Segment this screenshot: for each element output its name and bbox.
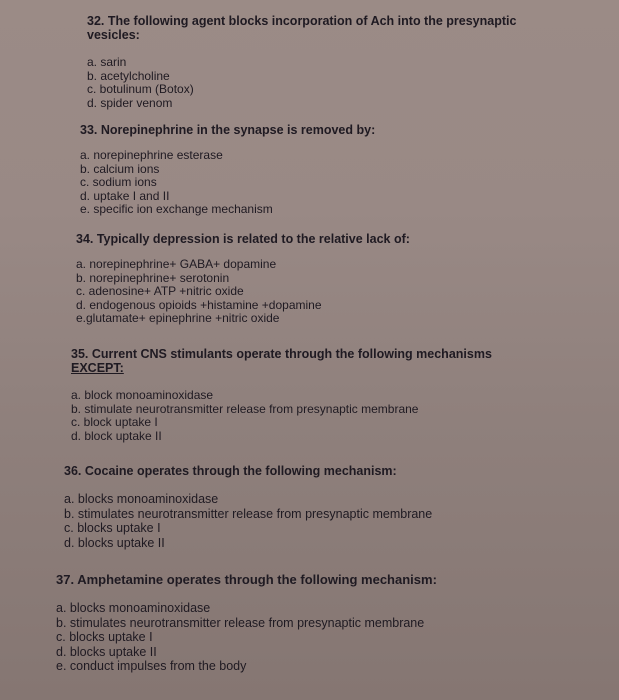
question-37-options — [56, 601, 576, 674]
question-35 — [71, 347, 561, 443]
question-36-title: 36. Cocaine operates through the following mechanism: — [64, 464, 397, 478]
question-32-title: 32. The following agent blocks incorporation of Ach into the presynaptic vesicles: — [87, 14, 517, 42]
option-b: b. stimulates neurotransmitter release from presynaptic membrane — [64, 506, 433, 521]
option-a: a. norepinephrine esterase — [80, 148, 223, 162]
question-34-options — [76, 258, 576, 326]
question-37-title: 37. Amphetamine operates through the following mechanism: — [56, 572, 437, 587]
option-c: c. botulinum (Botox) — [87, 82, 194, 97]
option-c: c. block uptake I — [71, 415, 158, 430]
question-33-title: 33. Norepinephrine in the synapse is removed by: — [80, 123, 376, 137]
option-c: c. adenosine+ ATP +nitric oxide — [76, 284, 244, 299]
option-d: d. block uptake II — [71, 428, 162, 443]
option-a: a. blocks monoaminoxidase — [56, 601, 211, 615]
question-33 — [80, 123, 560, 217]
option-c: c. blocks uptake I — [64, 521, 161, 535]
question-32 — [87, 14, 567, 110]
option-a: a. block monoaminoxidase — [71, 388, 214, 402]
option-e: e. conduct impulses from the body — [56, 659, 247, 673]
option-d: d. endogenous opioids +histamine +dopamine — [76, 297, 322, 312]
option-e: e. specific ion exchange mechanism — [80, 202, 273, 217]
option-b: b. acetylcholine — [87, 68, 170, 83]
option-d: d. uptake I and II — [80, 188, 170, 203]
option-e: e.glutamate+ epinephrine +nitric oxide — [76, 311, 280, 326]
option-b: b. calcium ions — [80, 161, 160, 176]
option-b: b. stimulate neurotransmitter release from presynaptic membrane — [71, 401, 419, 416]
question-32-options — [87, 56, 567, 110]
question-36 — [64, 464, 564, 550]
option-a: a. blocks monoaminoxidase — [64, 492, 219, 506]
option-c: c. sodium ions — [80, 175, 157, 190]
question-35-options — [71, 389, 561, 443]
except-emphasis: EXCEPT: — [71, 361, 124, 375]
question-35-title — [71, 347, 561, 375]
question-35-title-text: 35. Current CNS stimulants operate through the following mechanisms — [71, 347, 492, 361]
question-33-options — [80, 149, 560, 217]
question-36-options — [64, 492, 564, 550]
option-d: d. blocks uptake II — [56, 644, 157, 659]
option-d: d. blocks uptake II — [64, 535, 165, 550]
option-a: a. sarin — [87, 55, 127, 69]
question-34-title: 34. Typically depression is related to the relative lack of: — [76, 232, 410, 246]
option-b: b. stimulates neurotransmitter release from presynaptic membrane — [56, 615, 425, 630]
option-c: c. blocks uptake I — [56, 630, 153, 644]
option-d: d. spider venom — [87, 95, 173, 110]
question-37 — [56, 573, 576, 674]
option-a: a. norepinephrine+ GABA+ dopamine — [76, 257, 277, 271]
option-b: b. norepinephrine+ serotonin — [76, 270, 230, 285]
question-34 — [76, 232, 576, 326]
